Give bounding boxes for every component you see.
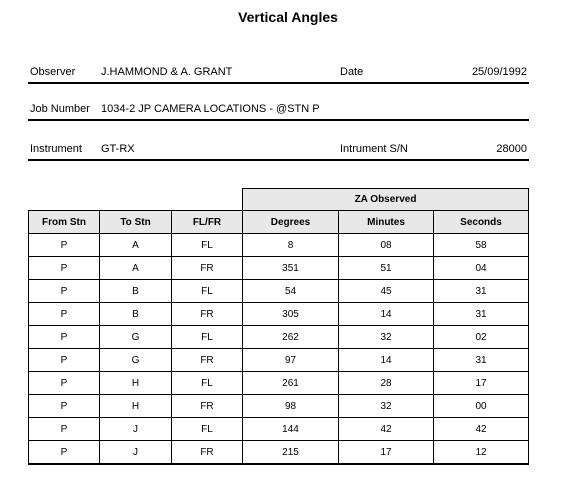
serial-value: 28000 [496, 143, 527, 155]
cell-minutes: 08 [339, 234, 434, 257]
cell-degrees: 144 [243, 418, 339, 441]
cell-minutes: 42 [339, 418, 434, 441]
cell-minutes: 17 [339, 441, 434, 465]
cell-minutes: 45 [339, 280, 434, 303]
cell-seconds: 12 [434, 441, 529, 465]
cell-degrees: 215 [243, 441, 339, 465]
cell-to-stn: A [100, 257, 172, 280]
cell-minutes: 14 [339, 349, 434, 372]
cell-from-stn: P [29, 441, 100, 465]
table-row [29, 395, 529, 418]
cell-minutes: 51 [339, 257, 434, 280]
instrument-line [28, 141, 529, 161]
column-header-degrees: Degrees [243, 211, 339, 234]
cell-seconds: 31 [434, 349, 529, 372]
column-header-minutes: Minutes [339, 211, 434, 234]
table-row [29, 280, 529, 303]
cell-seconds: 04 [434, 257, 529, 280]
serial-label: Intrument S/N [340, 143, 408, 155]
cell-fl-fr: FL [172, 280, 243, 303]
cell-to-stn: J [100, 418, 172, 441]
cell-fl-fr: FL [172, 418, 243, 441]
za-observed-header: ZA Observed [242, 188, 529, 210]
vertical-angles-table [28, 210, 529, 465]
table-header-row [29, 211, 529, 234]
cell-seconds: 02 [434, 326, 529, 349]
observer-label: Observer [30, 66, 76, 78]
table-row [29, 349, 529, 372]
job-number-value: 1034-2 JP CAMERA LOCATIONS - @STN P [101, 103, 320, 115]
cell-from-stn: P [29, 418, 100, 441]
cell-degrees: 8 [243, 234, 339, 257]
cell-seconds: 31 [434, 303, 529, 326]
date-value: 25/09/1992 [471, 66, 527, 78]
table-row [29, 372, 529, 395]
cell-degrees: 351 [243, 257, 339, 280]
cell-from-stn: P [29, 395, 100, 418]
table-row [29, 441, 529, 465]
cell-to-stn: G [100, 349, 172, 372]
cell-seconds: 42 [434, 418, 529, 441]
page-title: Vertical Angles [238, 9, 338, 25]
job-number-label: Job Number [30, 103, 90, 115]
cell-to-stn: B [100, 280, 172, 303]
table-row [29, 326, 529, 349]
cell-fl-fr: FR [172, 395, 243, 418]
cell-to-stn: A [100, 234, 172, 257]
cell-to-stn: G [100, 326, 172, 349]
cell-to-stn: B [100, 303, 172, 326]
cell-degrees: 261 [243, 372, 339, 395]
cell-from-stn: P [29, 349, 100, 372]
column-header-seconds: Seconds [434, 211, 529, 234]
job-number-line [28, 101, 529, 121]
cell-fl-fr: FL [172, 372, 243, 395]
table-row [29, 303, 529, 326]
table-row [29, 418, 529, 441]
cell-degrees: 98 [243, 395, 339, 418]
column-header-fl-fr: FL/FR [172, 211, 243, 234]
cell-seconds: 31 [434, 280, 529, 303]
cell-fl-fr: FR [172, 303, 243, 326]
cell-fl-fr: FL [172, 234, 243, 257]
cell-degrees: 54 [243, 280, 339, 303]
cell-degrees: 262 [243, 326, 339, 349]
table-row [29, 234, 529, 257]
instrument-label: Instrument [30, 143, 82, 155]
column-header-to-stn: To Stn [100, 211, 172, 234]
cell-from-stn: P [29, 303, 100, 326]
cell-fl-fr: FL [172, 326, 243, 349]
date-label: Date [340, 66, 364, 78]
cell-to-stn: H [100, 372, 172, 395]
cell-minutes: 28 [339, 372, 434, 395]
cell-minutes: 32 [339, 395, 434, 418]
cell-degrees: 305 [243, 303, 339, 326]
cell-from-stn: P [29, 234, 100, 257]
table-row [29, 257, 529, 280]
cell-from-stn: P [29, 257, 100, 280]
column-header-from-stn: From Stn [29, 211, 100, 234]
observer-line [28, 64, 529, 84]
cell-minutes: 32 [339, 326, 434, 349]
observer-value: J.HAMMOND & A. GRANT [101, 66, 233, 78]
cell-fl-fr: FR [172, 257, 243, 280]
cell-fl-fr: FR [172, 441, 243, 465]
cell-seconds: 58 [434, 234, 529, 257]
cell-minutes: 14 [339, 303, 434, 326]
cell-to-stn: H [100, 395, 172, 418]
cell-from-stn: P [29, 280, 100, 303]
cell-from-stn: P [29, 372, 100, 395]
cell-from-stn: P [29, 326, 100, 349]
instrument-value: GT-RX [101, 143, 135, 155]
cell-fl-fr: FR [172, 349, 243, 372]
cell-seconds: 00 [434, 395, 529, 418]
cell-seconds: 17 [434, 372, 529, 395]
cell-degrees: 97 [243, 349, 339, 372]
cell-to-stn: J [100, 441, 172, 465]
